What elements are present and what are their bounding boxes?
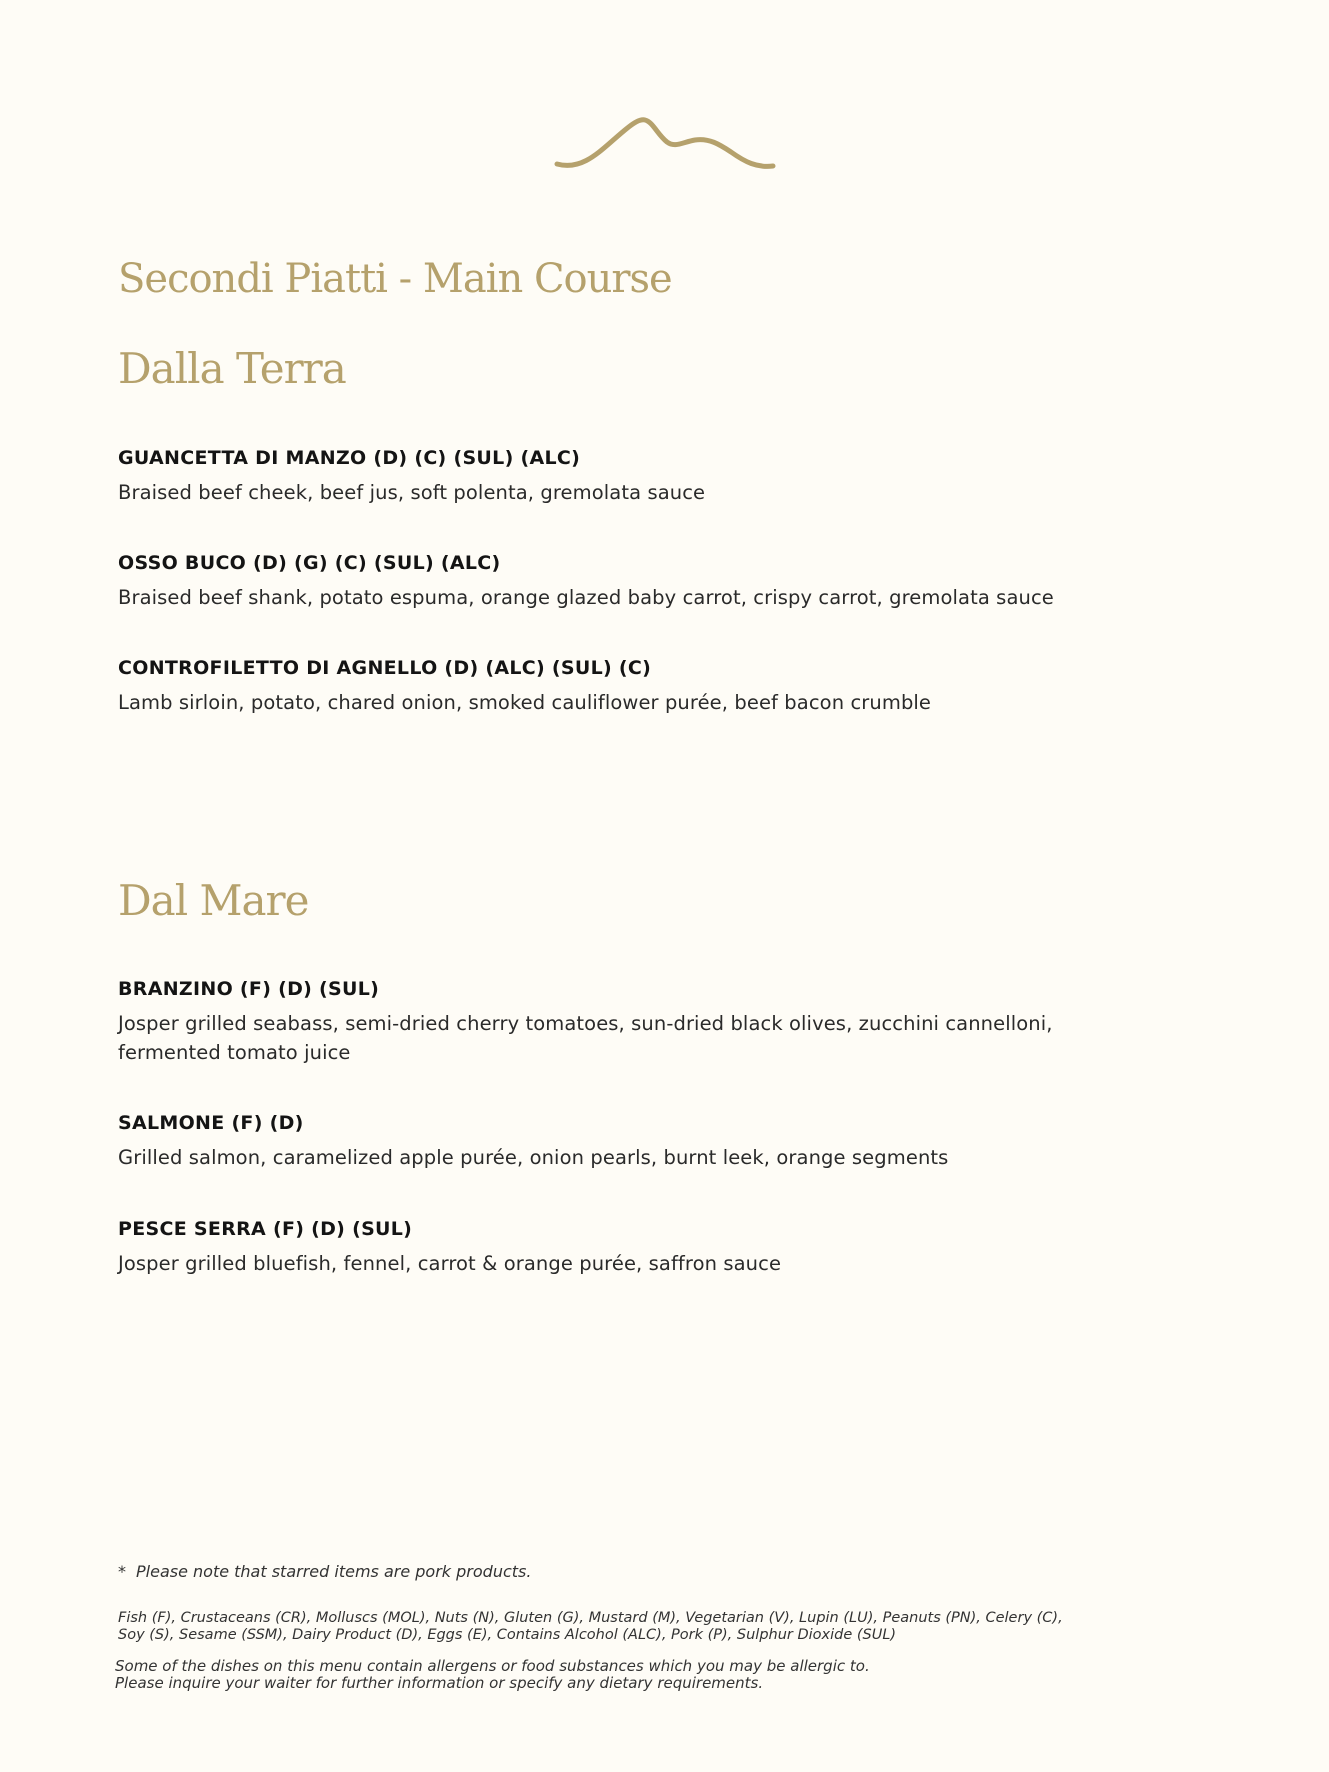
dish-description: Lamb sirloin, potato, chared onion, smoked cauliflower purée, beef bacon crumble bbox=[118, 691, 932, 714]
dish-name: SALMONE (F) (D) bbox=[118, 1112, 304, 1134]
dish-name: GUANCETTA DI MANZO (D) (C) (SUL) (ALC) bbox=[118, 447, 581, 469]
dish-name: PESCE SERRA (F) (D) (SUL) bbox=[118, 1218, 413, 1240]
dish-guancetta-di-manzo bbox=[118, 444, 1058, 507]
dish-salmone bbox=[118, 1109, 1058, 1172]
pork-note-text: Please note that starred items are pork products. bbox=[136, 1562, 532, 1581]
dish-osso-buco bbox=[118, 549, 1058, 612]
dish-name: CONTROFILETTO DI AGNELLO (D) (ALC) (SUL) (C) bbox=[118, 657, 652, 679]
allergy-disclaimer-line: Please inquire your waiter for further information or specify any dietary requirements. bbox=[115, 1674, 764, 1692]
pork-note bbox=[118, 1562, 531, 1581]
dish-description: Josper grilled bluefish, fennel, carrot & orange purée, saffron sauce bbox=[118, 1252, 782, 1275]
dish-pesce-serra bbox=[118, 1215, 1058, 1278]
dish-name: OSSO BUCO (D) (G) (C) (SUL) (ALC) bbox=[118, 552, 501, 574]
dish-description: Josper grilled seabass, semi-dried cherry tomatoes, sun-dried black olives, zucchini cannelloni, fermented tomato juice bbox=[118, 1012, 1053, 1064]
dish-name: BRANZINO (F) (D) (SUL) bbox=[118, 978, 380, 1000]
dish-description: Braised beef shank, potato espuma, orange glazed baby carrot, crispy carrot, gremolata sauce bbox=[118, 586, 1054, 609]
allergy-disclaimer-line: Some of the dishes on this menu contain allergens or food substances which you may be allergic to. bbox=[115, 1657, 870, 1675]
section-title-dalla-terra: Dalla Terra bbox=[118, 344, 346, 393]
mountain-wave-logo-icon bbox=[553, 112, 777, 172]
dish-description: Grilled salmon, caramelized apple purée, onion pearls, burnt leek, orange segments bbox=[118, 1146, 949, 1169]
allergy-disclaimer bbox=[115, 1658, 870, 1692]
pork-note-star: * bbox=[118, 1562, 126, 1581]
dish-controfiletto-di-agnello bbox=[118, 654, 1058, 717]
dish-description: Braised beef cheek, beef jus, soft polenta, gremolata sauce bbox=[118, 481, 706, 504]
dish-branzino bbox=[118, 975, 1058, 1067]
section-title-dal-mare: Dal Mare bbox=[118, 876, 309, 925]
allergen-legend: Fish (F), Crustaceans (CR), Molluscs (MOL), Nuts (N), Gluten (G), Mustard (M), Vegetarian (V), Lupin (LU), Peanuts (PN), Celery (C), Soy (S), Sesame (SSM), Dairy Product (D), Eggs (E), Contains Alcohol (ALC), Pork (P), Sulphur Dioxide (SUL) bbox=[118, 1610, 1063, 1643]
page-title: Secondi Piatti - Main Course bbox=[118, 256, 672, 302]
